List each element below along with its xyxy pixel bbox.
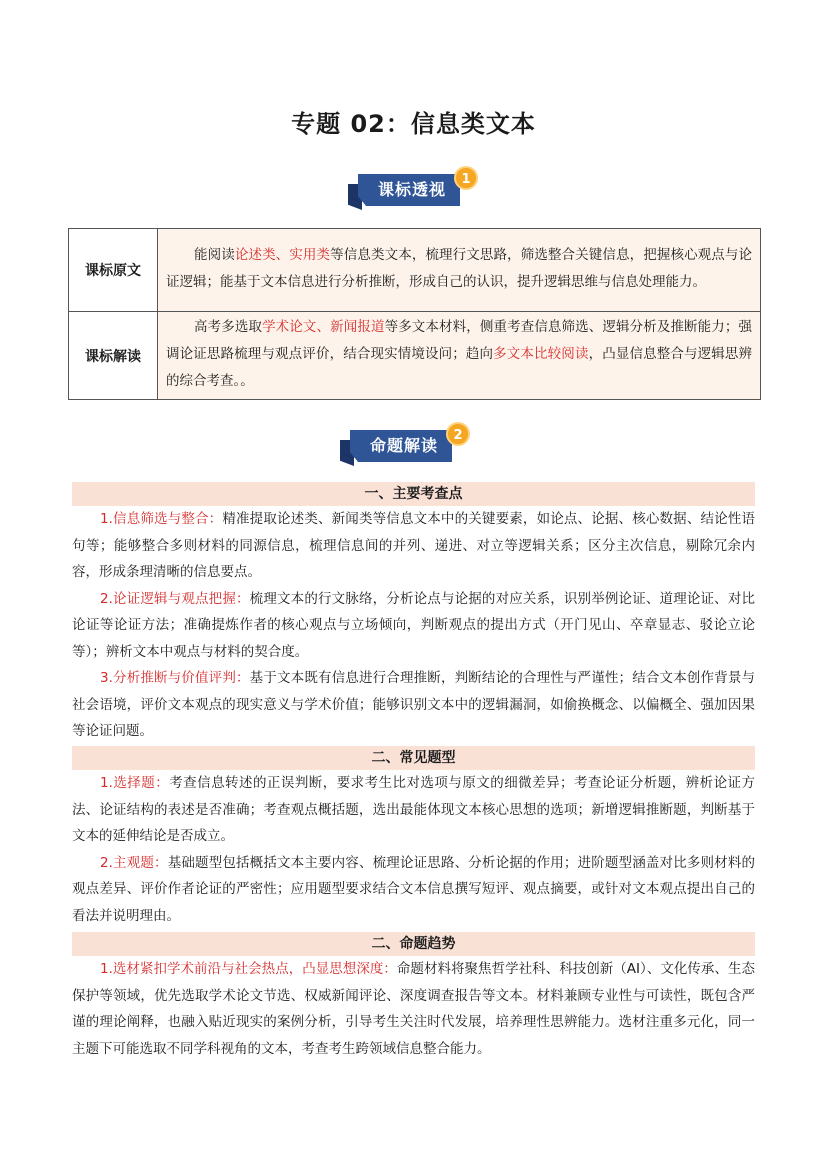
section-heading: 二、常见题型	[72, 746, 755, 770]
row-content	[158, 229, 761, 312]
section-trends	[72, 932, 755, 1062]
highlight-text: 论述类、实用类	[234, 247, 331, 263]
table-row	[69, 312, 761, 400]
row-content	[158, 312, 761, 400]
curriculum-standards-table	[68, 228, 761, 400]
item-lead: 1.选择题：	[100, 775, 170, 791]
row-header: 课标原文	[69, 229, 158, 312]
banner-label: 命题解读	[369, 436, 438, 455]
list-item	[72, 956, 755, 1062]
text-run: ，凸显信息整合与逻辑思辨的综合考查。。	[166, 346, 753, 389]
banner-label: 课标透视	[377, 180, 446, 199]
item-lead: 3.分析推断与价值评判：	[100, 670, 250, 686]
section-heading: 一、主要考查点	[72, 482, 755, 506]
text-run: 高考多选取	[194, 319, 263, 335]
text-run: 等信息类文本，梳理行文思路，筛选整合关键信息，把握核心观点与论证逻辑；能基于文本信息进行分析推断，形成自己的认识，提升逻辑思维与信息处理能力。	[166, 247, 753, 290]
highlight-text: 学术论文、新闻报道	[262, 319, 385, 335]
list-item	[72, 665, 755, 745]
banner-number-badge: 1	[454, 166, 478, 190]
section-banner-analysis	[350, 422, 480, 472]
text-run: 能阅读	[194, 247, 235, 263]
text-run: 等多文本材料，侧重考查信息筛选、逻辑分析及推断能力；强调论证思路梳理与观点评价，结合现实情境设问；趋向	[166, 319, 753, 362]
page-title: 专题 02：信息类文本	[291, 110, 536, 138]
list-item	[72, 586, 755, 666]
section-heading: 二、命题趋势	[72, 932, 755, 956]
highlight-text: 多文本比较阅读	[493, 346, 589, 362]
item-lead: 1.选材紧扣学术前沿与社会热点，凸显思想深度：	[100, 961, 397, 977]
item-text: 考查信息转述的正误判断，要求考生比对选项与原文的细微差异；考查论证分析题，辨析论证方法、论证结构的表述是否准确；考查观点概括题，选出最能体现文本核心思想的选项；新增逻辑推断题，判断基于文本的延伸结论是否成立。	[72, 775, 756, 844]
section-question-types	[72, 746, 755, 929]
section-banner-standards	[358, 166, 488, 216]
item-text: 基础题型包括概括文本主要内容、梳理论证思路、分析论据的作用；进阶题型涵盖对比多则材料的观点差异、评价作者论证的严密性；应用题型要求结合文本信息撰写短评、观点摘要，或针对文本观点提出自己的看法并说明理由。	[72, 854, 756, 924]
item-text: 命题材料将聚焦哲学社科、科技创新（AI）、文化传承、生态保护等领域，优先选取学术论文节选、权威新闻评论、深度调查报告等文本。材料兼顾专业性与可读性，既包含严谨的理论阐释，也融入贴近现实的案例分析，引导考生关注时代发展，培养理性思辨能力。选材注重多元化，同一主题下可能选取不同学科视角的文本，考查考生跨领域信息整合能力。	[72, 961, 755, 1057]
item-lead: 1.信息筛选与整合：	[100, 511, 223, 527]
item-text: 精准提取论述类、新闻类等信息文本中的关键要素，如论点、论据、核心数据、结论性语句等；能够整合多则材料的同源信息，梳理信息间的并列、递进、对立等逻辑关系；区分主次信息，剔除冗余内容，形成条理清晰的信息要点。	[72, 511, 755, 580]
section-key-points	[72, 482, 755, 745]
banner-number-badge: 2	[446, 422, 470, 446]
item-text: 梳理文本的行文脉络，分析论点与论据的对应关系，识别举例论证、道理论证、对比论证等论证方法；准确提炼作者的核心观点与立场倾向，判断观点的提出方式（开门见山、卒章显志、驳论立论等）；辨析文本中观点与材料的契合度。	[72, 590, 755, 660]
item-lead: 2.论证逻辑与观点把握：	[100, 590, 250, 607]
item-lead: 2.主观题：	[100, 854, 168, 871]
list-item	[72, 770, 755, 850]
item-text: 基于文本既有信息进行合理推断，判断结论的合理性与严谨性；结合文本创作背景与社会语境，评价文本观点的现实意义与学术价值；能够识别文本中的逻辑漏洞，如偷换概念、以偏概全、强加因果等论证问题。	[72, 670, 755, 739]
list-item	[72, 506, 755, 586]
row-header: 课标解读	[69, 312, 158, 400]
list-item	[72, 850, 755, 930]
table-row	[69, 229, 761, 312]
